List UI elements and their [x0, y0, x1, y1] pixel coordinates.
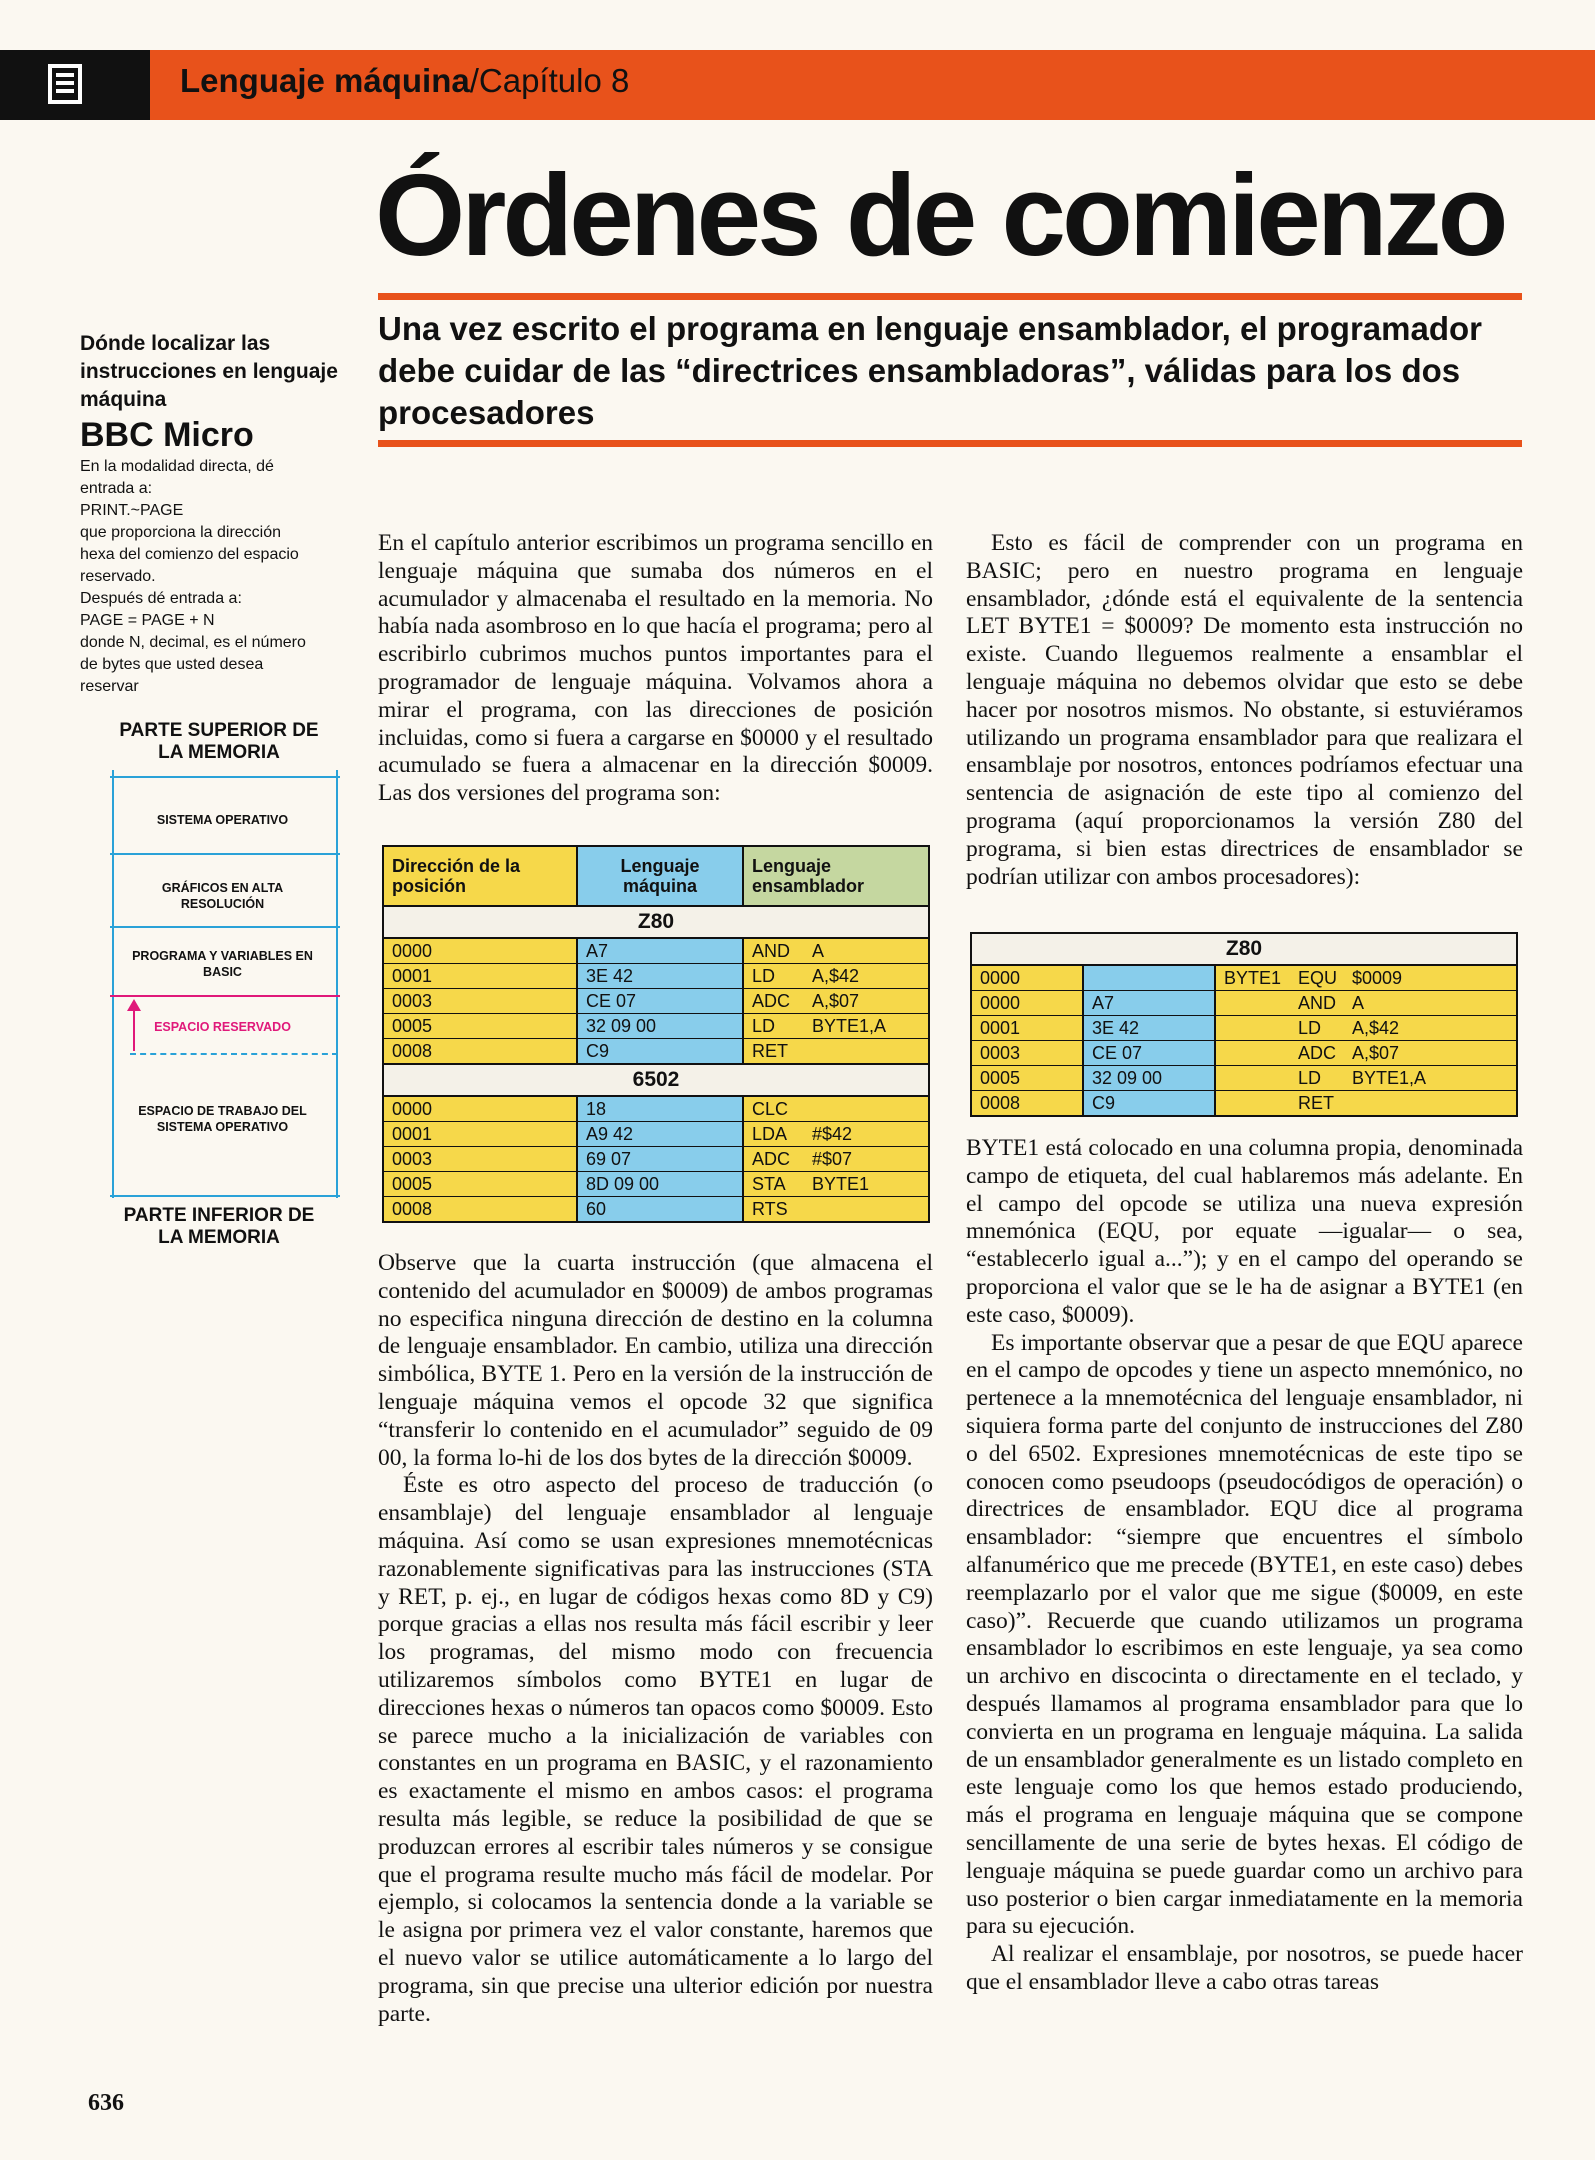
6502-code-col: 18 A9 42 69 07 8D 09 00 60	[577, 1096, 743, 1222]
memory-block-graphics: GRÁFICOS EN ALTA RESOLUCIÓN	[161, 881, 284, 911]
6502-asm-col: CLC LDA #$42 ADC #$07 STA BYTE1 RTS	[743, 1096, 929, 1222]
6502-label: 6502	[383, 1064, 929, 1096]
memory-block-os: SISTEMA OPERATIVO	[156, 813, 289, 827]
lead-rule-top	[378, 293, 1522, 300]
memory-top-label: PARTE SUPERIOR DE LA MEMORIA	[119, 720, 319, 763]
lead-rule-bottom	[378, 440, 1522, 447]
z80-label: Z80	[971, 933, 1517, 965]
code-table-1	[382, 845, 930, 1223]
header-address: Dirección de la posición	[383, 846, 577, 906]
memory-map-right-line	[336, 770, 338, 1198]
code-col: A7 3E 42 CE 07 32 09 00 C9	[1083, 965, 1215, 1116]
memory-block-reserved: ESPACIO RESERVADO	[154, 1020, 291, 1034]
memory-block-os-workspace: ESPACIO DE TRABAJO DEL SISTEMA OPERATIVO	[138, 1104, 307, 1134]
z80-label: Z80	[383, 906, 929, 938]
page-title: Órdenes de comienzo	[375, 150, 1505, 280]
paragraph: BYTE1 está colocado en una columna propia, denominada campo de etiqueta, del cual hablaremos más adelante. En el campo del opcode se utiliza una nueva expresión mnemónica (EQU, por equate —igualar— o sea, “establecerlo igual a...”); y en el campo del operando se proporciona el valor que se le ha de asignar a BYTE1 (en este caso, $0009).	[966, 1135, 1523, 1328]
z80-address-col: 0000 0001 0003 0005 0008	[383, 938, 577, 1064]
sidebar-text: En la modalidad directa, dé entrada a: PRINT.~PAGE que proporciona la dirección hexa del comienzo del espacio reservado. Después dé entrada a: PAGE = PAGE + N donde N, decimal, es el número de bytes que usted desea reservar	[80, 458, 306, 695]
lead-paragraph: Una vez escrito el programa en lenguaje ensamblador, el programador debe cuidar de las “directrices ensambladoras”, válidas para los dos procesadores	[378, 310, 1483, 431]
column-1-top	[378, 530, 933, 808]
memory-bottom-label: PARTE INFERIOR DE LA MEMORIA	[123, 1205, 315, 1248]
paragraph: Al realizar el ensamblaje, por nosotros, se puede hacer que el ensamblador lleve a cabo otras tareas	[966, 1941, 1523, 1995]
memory-divider-dashed	[130, 1053, 338, 1055]
memory-map-left-line	[112, 770, 114, 1198]
z80-code-col: A7 3E 42 CE 07 32 09 00 C9	[577, 938, 743, 1064]
column-2-top	[966, 530, 1523, 891]
paragraph: En el capítulo anterior escribimos un programa sencillo en lenguaje máquina que sumaba dos números en el acumulador y almacenaba el resultado en la memoria. No había nada asombroso en lo que hacía el programa; pero al escribirlo cubrimos muchos puntos importantes para el programador de lenguaje máquina. Volvamos ahora a mirar el programa, con las direcciones de posición incluidas, como si fuera a cargarse en $0000 y el resultado acumulado se fuera a almacenar en la dirección $0009. Las dos versiones del programa son:	[378, 530, 933, 807]
paragraph: Observe que la cuarta instrucción (que almacena el contenido del acumulador en $0009) de ambos programas no especifica ninguna dirección de destino en la columna de lenguaje ensamblador. En cambio, utiliza una dirección simbólica, BYTE 1. Pero en la versión de la instrucción de lenguaje máquina vemos el opcode 32 que significa “transferir lo contenido en el acumulador” seguido de 09 00, la forma lo-hi de los dos bytes de la dirección $0009.	[378, 1250, 933, 1471]
column-1-bottom	[378, 1250, 933, 2028]
computer-chip-icon	[0, 50, 150, 120]
memory-divider	[110, 1195, 340, 1197]
paragraph: Éste es otro aspecto del proceso de traducción (o ensamblaje) del lenguaje ensamblador al lenguaje máquina. Así como se usan expresiones mnemotécnicas razonablemente significativas para las instrucciones (STA y RET, p. ej., en lugar de códigos hexas como 8D y C9) porque gracias a ellas nos resulta más fácil escribir y leer los programas, del mismo modo con frecuencia utilizaremos símbolos como BYTE1 en lugar de direcciones hexas o números tan opacos como $0009. Esto se parece mucho a la inicialización de variables con constantes en un programa en BASIC, y el razonamiento es exactamente el mismo en ambos casos: el programa resulta más legible, se reduce la posibilidad de que se produzcan errores al escribir tales números y se consigue que el programa resulte mucho más fácil de modelar. Por ejemplo, si colocamos la sentencia donde a la variable se le asigna por primera vez el valor constante, haremos que el nuevo valor se utilice automáticamente a lo largo del programa, sin que precise una ulterior edición por nuestra parte.	[378, 1472, 933, 2027]
chapter-header	[0, 50, 1595, 120]
memory-divider	[110, 776, 340, 778]
memory-divider-reserved	[110, 995, 340, 997]
address-col: 0000 0000 0001 0003 0005 0008	[971, 965, 1083, 1116]
chapter-title: Lenguaje máquina/Capítulo 8	[180, 62, 630, 99]
asm-col: BYTE1 EQU $0009 AND A LD A,$42 ADC A,$07 LD BYTE1,A RET	[1215, 965, 1517, 1116]
memory-divider	[110, 853, 340, 855]
header-assembler: Lenguaje ensamblador	[743, 846, 929, 906]
code-table-2	[970, 932, 1518, 1117]
memory-block-basic: PROGRAMA Y VARIABLES EN BASIC	[132, 949, 313, 979]
column-2-bottom	[966, 1135, 1523, 1997]
sidebar-heading: Dónde localizar las instrucciones en lenguaje máquina	[80, 332, 338, 411]
paragraph: Es importante observar que a pesar de que EQU aparece en el campo de opcodes y tiene un aspecto mnemónico, no pertenece a la mnemotécnica del lenguaje ensamblador, ni siquiera forma parte del conjunto de instrucciones del Z80 o del 6502. Expresiones mnemotécnicas de este tipo se conocen como pseudoops (pseudocódigos de operación) o directrices de ensamblador. EQU dice al programa ensamblador: “siempre que encuentres el símbolo alfanumérico que me precede (BYTE1, en este caso) debes reemplazarlo por el valor que me sigue ($0009, en este caso)”. Recuerde que cuando utilizamos un programa ensamblador lo escribimos en este lenguaje, ya sea como un archivo en discocinta o directamente en el teclado, y después llamamos al programa ensamblador para que lo convierta en un programa en lenguaje máquina. La salida de un ensamblador generalmente es un listado completo en este lenguaje como los que hemos estado produciendo, más el programa en lenguaje máquina que se compone sencillamente de una serie de bytes hexas. El código de lenguaje máquina se puede guardar como un archivo para uso posterior o bien cargar inmediatamente en la memoria para su ejecución.	[966, 1329, 1523, 1940]
paragraph: Esto es fácil de comprender con un programa en BASIC; pero en nuestro programa en lenguaje ensamblador, ¿dónde está el equivalente de la sentencia LET BYTE1 = $0009? De momento esta instrucción no existe. Cuando lleguemos realmente a ensamblar el lenguaje máquina no debemos olvidar que esto se debe hacer por nosotros mismos. No obstante, si estuviéramos utilizando un programa ensamblador para que realizara el ensamblaje por nosotros, entonces podríamos efectuar una sentencia de asignación de este tipo al comienzo del programa (aquí proporcionamos la versión Z80 del programa, si bien estas directrices de ensamblador se podrían utilizar con ambos procesadores):	[966, 530, 1523, 890]
header-machine: Lenguaje máquina	[577, 846, 743, 906]
z80-asm-col: AND A LD A,$42 ADC A,$07 LD BYTE1,A RET	[743, 938, 929, 1064]
6502-address-col: 0000 0001 0003 0005 0008	[383, 1096, 577, 1222]
page-number: 636	[88, 2090, 124, 2116]
sidebar-machine: BBC Micro	[80, 416, 254, 454]
memory-divider	[110, 926, 340, 928]
